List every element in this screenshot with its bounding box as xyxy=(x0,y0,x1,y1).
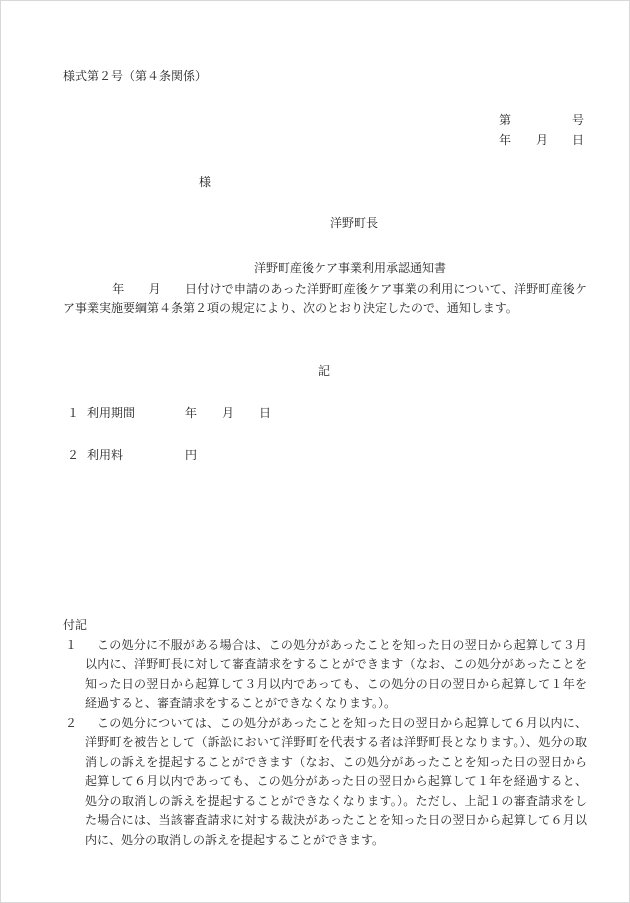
document-number-suffix: 号 xyxy=(572,113,585,127)
addressee-honorific: 様 xyxy=(199,175,212,189)
issue-date-month: 月 xyxy=(536,133,549,147)
record-item-label: 利用期間 xyxy=(87,406,136,420)
document-number-prefix: 第 xyxy=(499,113,512,127)
note-text xyxy=(77,636,587,714)
supplementary-notes xyxy=(63,616,587,850)
note-item xyxy=(63,636,587,714)
issue-date-day: 日 xyxy=(572,133,585,147)
note-text-content: この処分については、この処分があったことを知った日の翌日から起算して６月以内に、洋野町を被告として（訴訟において洋野町を代表する者は洋野町長となります。）、処分の取消しの訴えを提起することができます（なお、この処分があったことを知った日の翌日から起算して６月以内であっても、この処分があった日の翌日から起算して１年を経過すると、処分の取消しの訴えを提起することができなくなります。）。ただし、上記１の審査請求をした場合には、当該審査請求に対する裁決があったことを知った日の翌日から起算して６月以内に、処分の取消しの訴えを提起することができます。 xyxy=(85,715,587,847)
document-title: 洋野町産後ケア事業利用承認通知書 xyxy=(254,261,447,275)
issue-date-year: 年 xyxy=(499,133,512,147)
record-item-number: １ xyxy=(67,406,80,420)
note-text-content: この処分に不服がある場合は、この処分があったことを知った日の翌日から起算して３月以内に、洋野町長に対して審査請求をすることができます（なお、この処分があったことを知った日の翌日から起算して３月以内であっても、この処分の日の翌日から起算して１年を経過すると、審査請求をすることができなくなります。）。 xyxy=(85,637,587,710)
note-number: １ xyxy=(65,637,78,652)
note-text xyxy=(77,714,587,851)
sender-name: 洋野町長 xyxy=(330,216,379,230)
fee-unit: 円 xyxy=(185,448,198,462)
body-month: 月 xyxy=(148,282,161,296)
period-month: 月 xyxy=(222,406,235,420)
body-paragraph xyxy=(63,280,587,318)
body-text: 日付けで申請のあった洋野町産後ケア事業の利用について、洋野町産後ケア事業実施要綱第４条第２項の規定により、次のとおり決定したので、通知します。 xyxy=(63,282,587,315)
notes-heading: 付記 xyxy=(63,618,88,632)
period-year: 年 xyxy=(185,406,198,420)
record-item-number: ２ xyxy=(67,448,80,462)
note-item xyxy=(63,714,587,851)
period-day: 日 xyxy=(259,406,272,420)
record-heading: 記 xyxy=(318,364,331,378)
note-number: ２ xyxy=(65,715,78,730)
form-number: 様式第２号（第４条関係） xyxy=(63,69,208,83)
record-item-label: 利用料 xyxy=(87,448,124,462)
body-year: 年 xyxy=(112,282,125,296)
